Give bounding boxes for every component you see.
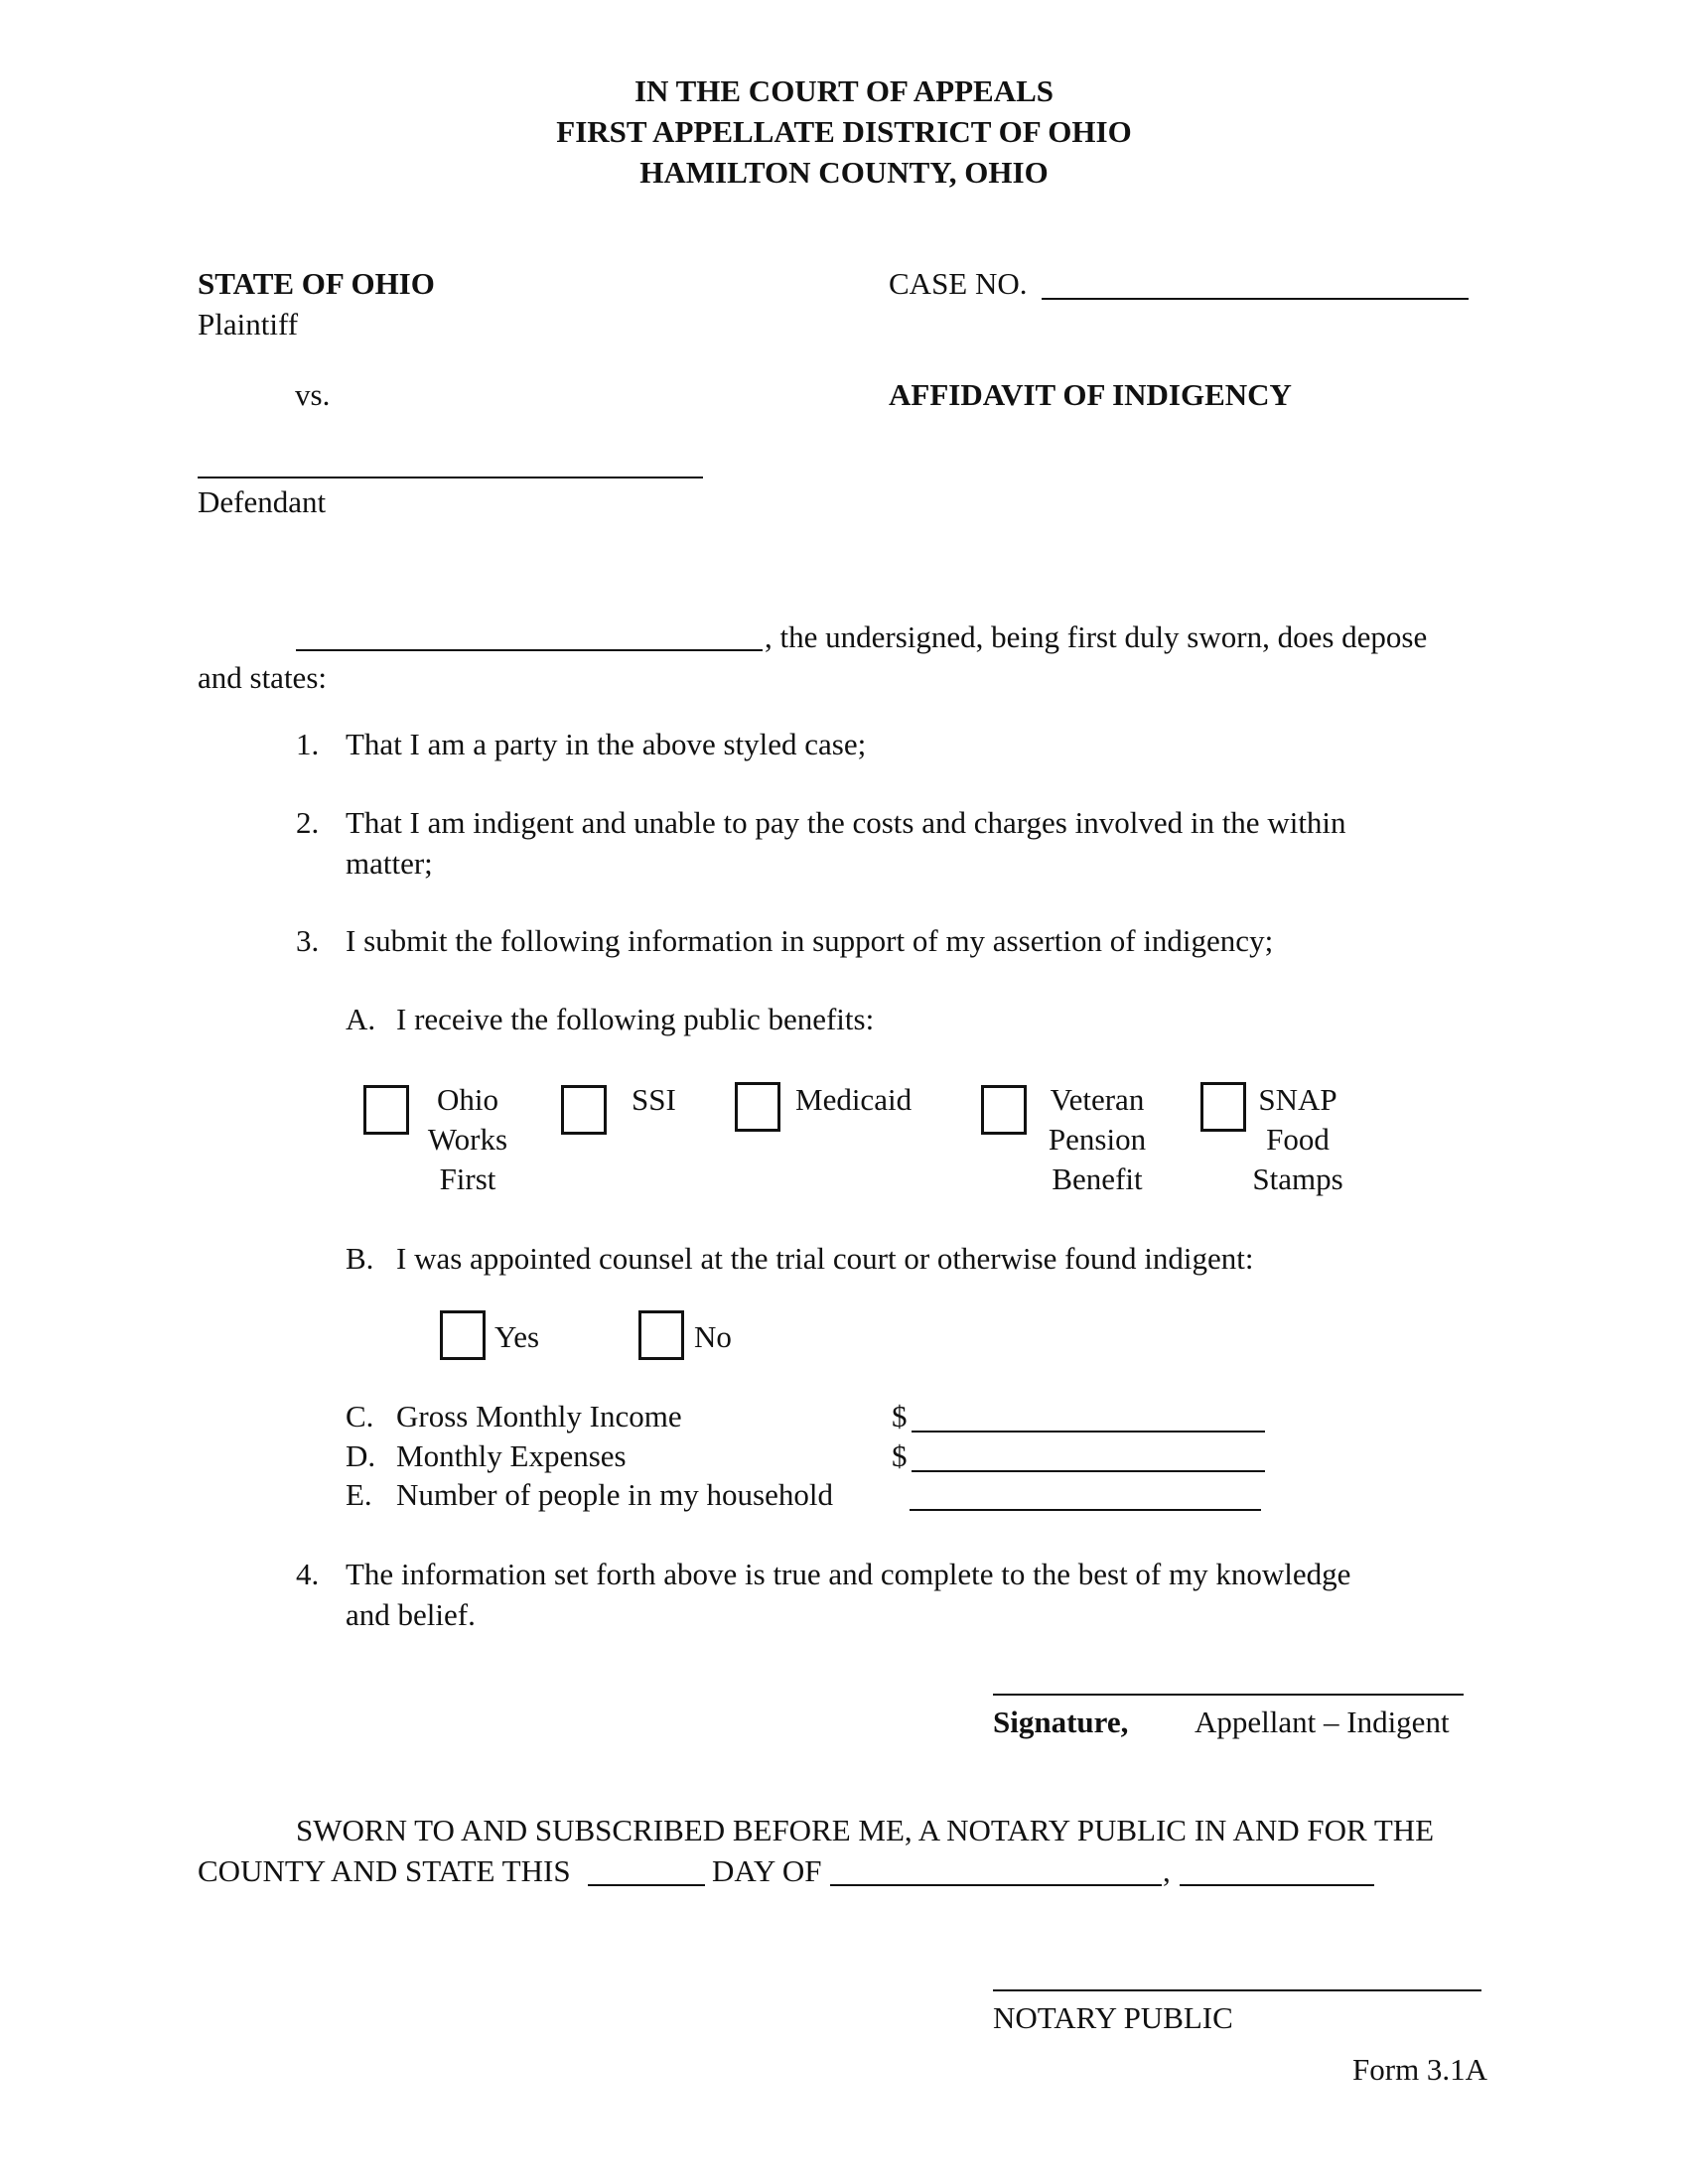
section-text: I receive the following public benefits: — [396, 1002, 875, 1036]
checkbox-medicaid[interactable] — [735, 1082, 780, 1132]
defendant-label: Defendant — [198, 484, 327, 519]
benefit-label-line: Benefit — [1052, 1161, 1143, 1196]
plaintiff-name: STATE OF OHIO — [198, 266, 435, 301]
section-letter: D. — [346, 1438, 376, 1473]
checkbox-snap-food-stamps[interactable] — [1200, 1082, 1246, 1132]
benefit-label-line: Food — [1266, 1122, 1330, 1157]
benefit-label-ssi: SSI — [632, 1082, 676, 1117]
item-text: matter; — [346, 846, 433, 881]
district-name: FIRST APPELLATE DISTRICT OF OHIO — [556, 114, 1132, 149]
checkbox-yes[interactable] — [440, 1310, 486, 1360]
benefit-label-line: Veteran — [1050, 1082, 1145, 1117]
dollar-sign: $ — [892, 1399, 908, 1433]
household-size-field[interactable] — [910, 1509, 1261, 1511]
benefit-label-line: First — [439, 1161, 496, 1196]
dollar-sign: $ — [892, 1438, 908, 1473]
benefit-label-line: Stamps — [1252, 1161, 1343, 1196]
benefit-label-line: SNAP — [1258, 1082, 1337, 1117]
item-text: The information set forth above is true and complete to the best of my knowledge — [346, 1557, 1351, 1591]
monthly-expenses-field[interactable] — [912, 1470, 1265, 1472]
benefit-label-ohio-works-first — [422, 1080, 513, 1199]
notary-day-field[interactable] — [588, 1884, 705, 1886]
item-number: 1. — [296, 727, 320, 761]
case-no-field[interactable] — [1042, 298, 1469, 300]
notary-comma: , — [1163, 1853, 1171, 1888]
county-name: HAMILTON COUNTY, OHIO — [639, 155, 1049, 190]
section-letter: B. — [346, 1241, 374, 1276]
checkbox-ohio-works-first[interactable] — [363, 1085, 409, 1135]
item-text: That I am indigent and unable to pay the costs and charges involved in the within — [346, 805, 1346, 840]
defendant-name-field[interactable] — [198, 477, 703, 478]
item-text: and belief. — [346, 1597, 476, 1632]
section-letter: C. — [346, 1399, 374, 1433]
section-letter: A. — [346, 1002, 376, 1036]
item-text: That I am a party in the above styled case; — [346, 727, 867, 761]
notary-statement: SWORN TO AND SUBSCRIBED BEFORE ME, A NOTARY PUBLIC IN AND FOR THE — [296, 1813, 1435, 1847]
item-number: 2. — [296, 805, 320, 840]
intro-text: , the undersigned, being first duly sworn, does depose — [765, 619, 1428, 654]
item-number: 3. — [296, 923, 320, 958]
notary-signature-field[interactable] — [993, 1989, 1481, 1991]
notary-year-field[interactable] — [1180, 1884, 1374, 1886]
court-name: IN THE COURT OF APPEALS — [633, 73, 1055, 108]
notary-public-label: NOTARY PUBLIC — [993, 2000, 1233, 2035]
signer-role: Appellant – Indigent — [1195, 1705, 1450, 1739]
section-label: Gross Monthly Income — [396, 1399, 682, 1433]
versus-label: vs. — [295, 377, 331, 412]
section-label: Number of people in my household — [396, 1477, 833, 1512]
benefit-label-medicaid: Medicaid — [795, 1082, 913, 1117]
section-text: I was appointed counsel at the trial court or otherwise found indigent: — [396, 1241, 1254, 1276]
signature-label: Signature, — [993, 1705, 1129, 1739]
form-number: Form 3.1A — [1352, 2052, 1488, 2087]
section-letter: E. — [346, 1477, 372, 1512]
item-text: I submit the following information in support of my assertion of indigency; — [346, 923, 1274, 958]
notary-statement-continued: COUNTY AND STATE THIS — [198, 1853, 571, 1888]
gross-income-field[interactable] — [912, 1431, 1265, 1433]
day-of-label: DAY OF — [712, 1853, 822, 1888]
case-no-label: CASE NO. — [889, 266, 1028, 301]
checkbox-ssi[interactable] — [561, 1085, 607, 1135]
intro-text-continued: and states: — [198, 660, 327, 695]
plaintiff-label: Plaintiff — [198, 307, 299, 341]
benefit-label-snap-food-stamps — [1246, 1080, 1349, 1199]
checkbox-no[interactable] — [638, 1310, 684, 1360]
option-label-no: No — [694, 1319, 732, 1354]
checkbox-veteran-pension-benefit[interactable] — [981, 1085, 1027, 1135]
option-label-yes: Yes — [494, 1319, 540, 1354]
benefit-label-veteran-pension-benefit — [1040, 1080, 1155, 1199]
document-title: AFFIDAVIT OF INDIGENCY — [889, 377, 1292, 412]
signature-field[interactable] — [993, 1694, 1464, 1696]
affiant-name-field[interactable] — [296, 649, 763, 651]
benefit-label-line: Works — [427, 1122, 508, 1157]
benefit-label-line: Pension — [1048, 1122, 1147, 1157]
notary-month-field[interactable] — [830, 1884, 1162, 1886]
benefit-label-line: Ohio — [437, 1082, 498, 1117]
item-number: 4. — [296, 1557, 320, 1591]
section-label: Monthly Expenses — [396, 1438, 627, 1473]
